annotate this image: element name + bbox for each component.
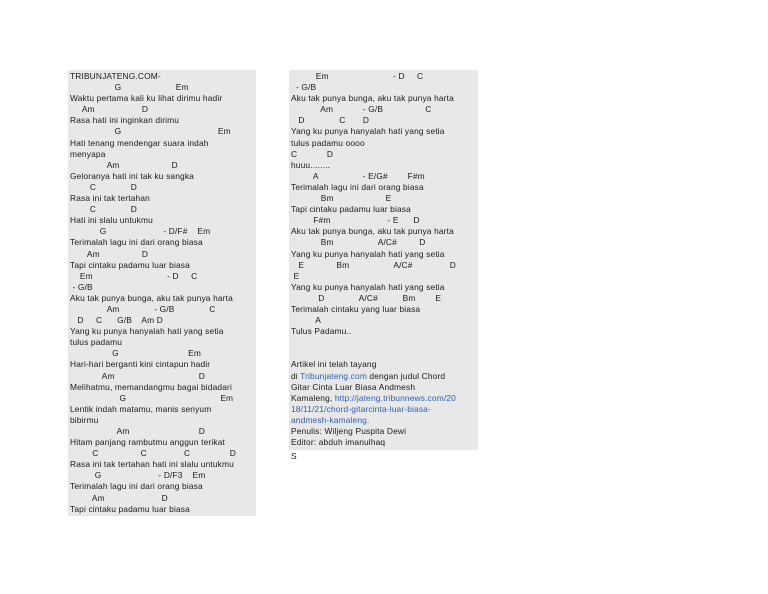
lyrics-line: - G/B — [70, 281, 93, 292]
lyrics-line: Hari-hari berganti kini cintapun hadir — [70, 359, 211, 370]
lyrics-line: Yang ku punya hanyalah hati yang setia — [291, 126, 445, 137]
lyrics-line: A - E/G# F#m — [291, 170, 425, 181]
lyrics-line: huuu........ — [291, 159, 331, 170]
lyrics-line: Aku tak punya bunga, aku tak punya harta — [291, 226, 454, 237]
lyrics-line: Am D — [70, 248, 149, 259]
lyrics-line: C D — [70, 181, 137, 192]
lyrics-line: G Em — [70, 126, 231, 137]
lyrics-line: Aku tak punya bunga, aku tak punya harta — [291, 93, 454, 104]
lyrics-line: Bm E — [291, 193, 392, 204]
lyrics-line: C D — [291, 148, 334, 159]
line-text: di — [291, 370, 301, 381]
lyrics-line — [291, 393, 476, 404]
lyrics-line: D C D — [291, 115, 370, 126]
lyrics-line: Em - D C — [70, 270, 198, 281]
lyrics-line — [291, 337, 476, 348]
lyrics-line: Yang ku punya hanyalah hati yang setia — [70, 326, 224, 337]
lyrics-line: Am - G/B C — [70, 303, 216, 314]
lyrics-line: C D — [70, 204, 137, 215]
lyrics-line: Em - D C — [291, 71, 424, 81]
lyrics-line: Am D — [70, 426, 206, 436]
lyrics-line: G - D/F# Em — [70, 226, 211, 237]
lyrics-line: Lentik indah matamu, manis senyum — [70, 403, 212, 414]
lyrics-line: Hati ini slalu untukmu — [70, 215, 153, 226]
lyrics-line: Aku tak punya bunga, aku tak punya harta — [70, 292, 233, 303]
article-link[interactable]: 18/11/21/chord-gitarcinta-luar-biasa- — [291, 403, 431, 414]
line-text: Kamaleng, — [291, 392, 335, 403]
lyrics-line: tulus padamu oooo — [291, 137, 365, 148]
lyrics-line: Artikel ini telah tayang — [291, 359, 377, 370]
lyrics-line: G - D/F3 Em — [70, 470, 206, 481]
lyrics-line: tulus padamu — [70, 337, 123, 348]
lyrics-line: Terimalah lagu ini dari orang biasa — [70, 237, 203, 248]
lyrics-line: G Em — [70, 348, 201, 359]
lyrics-line — [291, 348, 476, 359]
lyrics-line: G Em — [70, 392, 234, 403]
lyrics-line: bibirmu — [70, 414, 99, 425]
left-column — [68, 70, 256, 516]
lyrics-line: D C G/B Am D — [70, 315, 163, 326]
lyrics-line: F#m - E D — [291, 215, 420, 226]
lyrics-line: Am D — [70, 159, 178, 170]
lyrics-line: Rasa ini tak tertahan hati ini slalu untukmu — [70, 459, 234, 470]
lyrics-line: Rasa ini tak tertahan — [70, 193, 150, 204]
lyrics-line: Am D — [70, 370, 206, 381]
lyrics-line: Tapi cintaku padamu luar biasa — [291, 204, 411, 215]
lyrics-line: menyapa — [70, 148, 106, 159]
lyrics-line: Editor: abduh imanulhaq — [291, 437, 386, 448]
lyrics-line: E — [291, 270, 300, 281]
lyrics-line: C C C D — [70, 448, 236, 459]
lyrics-line: Geloranya hati ini tak ku sangka — [70, 170, 194, 181]
lyrics-line: - G/B — [291, 82, 317, 93]
lyrics-line: Terimalah lagu ini dari orang biasa — [291, 181, 424, 192]
line-text: dengan judul Chord — [366, 370, 446, 381]
lyrics-line: Terimalah cintaku yang luar biasa — [291, 303, 421, 314]
lyrics-line: Yang ku punya hanyalah hati yang setia — [291, 248, 445, 259]
right-column — [289, 70, 478, 450]
trailing-character: S — [291, 451, 297, 461]
lyrics-line: Bm A/C# D — [291, 237, 426, 248]
lyrics-line: G Em — [70, 82, 189, 93]
lyrics-line: Yang ku punya hanyalah hati yang setia — [291, 281, 445, 292]
lyrics-line: E Bm A/C# D — [291, 259, 456, 270]
lyrics-line: Waktu pertama kali ku lihat dirimu hadir — [70, 93, 223, 104]
lyrics-line: Tapi cintaku padamu luar biasa — [70, 259, 190, 270]
lyrics-line: Penulis: Wiljeng Puspita Dewi — [291, 426, 407, 436]
lyrics-line: TRIBUNJATENG.COM- — [70, 71, 161, 81]
lyrics-line: Terimalah lagu ini dari orang biasa — [70, 481, 203, 492]
lyrics-line: Am D — [70, 492, 168, 503]
lyrics-line: Rasa hati ini inginkan dirimu — [70, 115, 180, 126]
lyrics-line: Hitam panjang rambutmu anggun terikat — [70, 437, 225, 448]
lyrics-line: Melihatmu, memandangmu bagai bidadari — [70, 381, 232, 392]
lyrics-line: Tapi cintaku padamu luar biasa — [70, 503, 190, 514]
inline-link[interactable]: http://jateng.tribunnews.com/20 — [334, 392, 456, 403]
lyrics-line: A — [291, 315, 322, 326]
lyrics-line: D A/C# Bm E — [291, 292, 442, 303]
lyrics-line: Hati tenang mendengar suara indah — [70, 137, 209, 148]
lyrics-line: Tulus Padamu.. — [291, 326, 352, 337]
article-link[interactable]: andmesh-kamaleng. — [291, 414, 370, 425]
inline-link[interactable]: Tribunjateng.com — [300, 370, 367, 381]
lyrics-line: Am - G/B C — [291, 104, 432, 115]
lyrics-line: Gitar Cinta Luar Biasa Andmesh — [291, 381, 416, 392]
lyrics-line — [291, 371, 476, 382]
lyrics-line: Am D — [70, 104, 149, 115]
